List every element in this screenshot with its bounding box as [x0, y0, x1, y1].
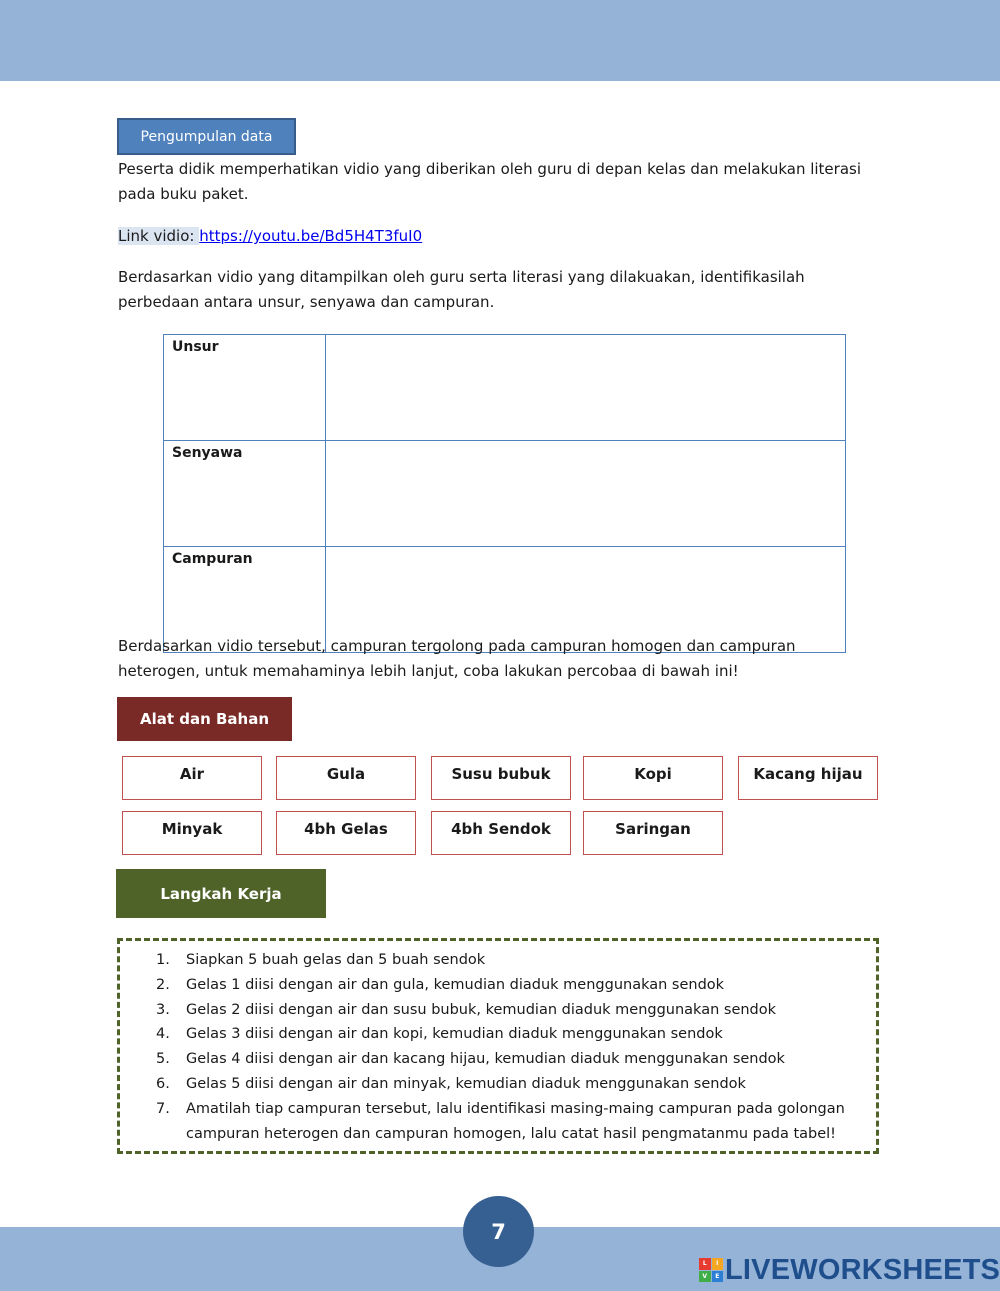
material-chip: Kopi [583, 756, 723, 800]
material-chip: Saringan [583, 811, 723, 855]
steps-box [117, 938, 879, 1154]
step-text: Gelas 2 diisi dengan air dan susu bubuk, kemudian diaduk menggunakan sendok [186, 1001, 777, 1018]
list-item [156, 948, 846, 973]
section-label-alat-dan-bahan: Alat dan Bahan [117, 697, 292, 741]
header-band [0, 0, 1000, 81]
section-label-pengumpulan-data: Pengumpulan data [117, 118, 296, 155]
list-item [156, 998, 846, 1023]
section-label-langkah-kerja: Langkah Kerja [116, 869, 326, 918]
step-number: 7. [156, 1100, 170, 1117]
list-item [156, 1047, 846, 1072]
logo-cube-letter: E [712, 1271, 724, 1283]
step-number: 5. [156, 1051, 170, 1068]
row-label-campuran: Campuran [164, 547, 326, 653]
liveworksheets-logo[interactable] [699, 1254, 1000, 1286]
material-chip: Minyak [122, 811, 262, 855]
row-label-senyawa: Senyawa [164, 441, 326, 547]
answer-cell-senyawa[interactable] [326, 441, 846, 547]
material-chip: 4bh Sendok [431, 811, 571, 855]
material-chip: Air [122, 756, 262, 800]
intro-paragraph: Peserta didik memperhatikan vidio yang diberikan oleh guru di depan kelas dan melakukan literasi pada buku paket. [118, 160, 862, 203]
step-number: 1. [156, 952, 170, 968]
link-label: Link vidio: [118, 227, 200, 245]
logo-cube-letter: V [699, 1271, 711, 1283]
step-number: 6. [156, 1075, 170, 1092]
list-item [156, 1097, 846, 1147]
video-link-line [118, 224, 878, 249]
row-label-unsur: Unsur [164, 335, 326, 441]
step-text: Amatilah tiap campuran tersebut, lalu identifikasi masing-maing campuran pada golongan campuran heterogen dan campuran homogen, lalu catat hasil pengmatanmu pada tabel! [186, 1100, 845, 1142]
list-item [156, 973, 846, 998]
material-chip: Gula [276, 756, 416, 800]
followup-paragraph: Berdasarkan vidio tersebut, campuran tergolong pada campuran homogen dan campuran heterogen, untuk memahaminya lebih lanjut, coba lakukan percobaa di bawah ini! [118, 637, 796, 680]
step-number: 4. [156, 1026, 170, 1043]
logo-text: LIVEWORKSHEETS [725, 1253, 1000, 1286]
step-text: Gelas 5 diisi dengan air dan minyak, kemudian diaduk menggunakan sendok [186, 1075, 746, 1092]
logo-cube-letter: L [699, 1258, 711, 1270]
step-number: 3. [156, 1001, 170, 1018]
instruction-paragraph: Berdasarkan vidio yang ditampilkan oleh guru serta literasi yang dilakuakan, identifikasilah perbedaan antara unsur, senyawa dan campuran. [118, 268, 805, 311]
video-link[interactable]: https://youtu.be/Bd5H4T3fuI0 [199, 227, 423, 245]
step-text: Gelas 4 diisi dengan air dan kacang hijau, kemudian diaduk menggunakan sendok [186, 1051, 785, 1068]
logo-cube-icon [699, 1258, 723, 1282]
list-item [156, 1022, 846, 1047]
steps-list [156, 948, 846, 1146]
table-row [164, 441, 846, 547]
material-chip: Susu bubuk [431, 756, 571, 800]
logo-cube-letter: I [712, 1258, 724, 1270]
step-text: Gelas 3 diisi dengan air dan kopi, kemudian diaduk menggunakan sendok [186, 1026, 723, 1043]
table-row [164, 335, 846, 441]
page-number: 7 [463, 1196, 534, 1267]
material-chip: 4bh Gelas [276, 811, 416, 855]
step-text: Gelas 1 diisi dengan air dan gula, kemudian diaduk menggunakan sendok [186, 976, 725, 993]
material-chip: Kacang hijau [738, 756, 878, 800]
answer-cell-unsur[interactable] [326, 335, 846, 441]
list-item [156, 1072, 846, 1097]
step-text: Siapkan 5 buah gelas dan 5 buah sendok [186, 952, 486, 968]
step-number: 2. [156, 976, 170, 993]
definition-table [163, 334, 846, 653]
